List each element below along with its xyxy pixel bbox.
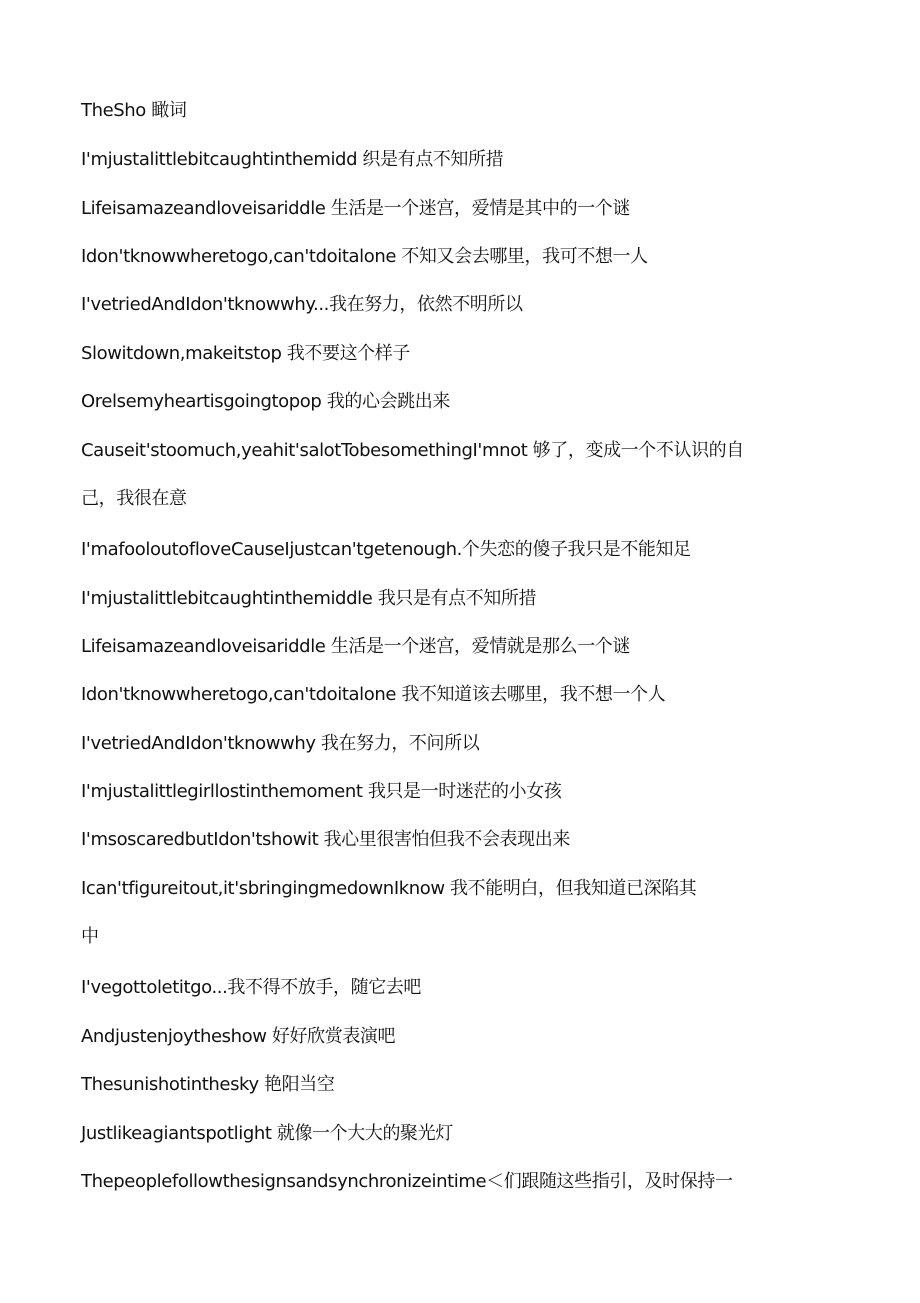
lyric-line: I'vetriedAndIdon'tknowwhy 我在努力，不问所以 — [81, 733, 480, 754]
lyric-line: I'mjustalittlegirllostinthemoment 我只是一时迷茫的小女孩 — [81, 781, 562, 802]
lyric-line: Ican'tfigureitout,it'sbringingmedownIknow 我不能明白，但我知道已深陷其 — [81, 878, 697, 899]
lyric-line: 中 — [81, 926, 99, 947]
lyric-line: Justlikeagiantspotlight 就像一个大大的聚光灯 — [81, 1123, 453, 1144]
lyric-line: Orelsemyheartisgoingtopop 我的心会跳出来 — [81, 391, 450, 412]
lyric-line: I'mjustalittlebitcaughtinthemiddle 我只是有点不知所措 — [81, 588, 537, 609]
lyric-line: Idon'tknowwheretogo,can'tdoitalone 不知又会去哪里，我可不想一人 — [81, 246, 648, 267]
lyric-line: I'vetriedAndIdon'tknowwhy...我在努力，依然不明所以 — [81, 294, 523, 315]
lyric-line: I'msoscaredbutIdon'tshowit 我心里很害怕但我不会表现出来 — [81, 829, 570, 850]
lyric-line: Andjustenjoytheshow 好好欣赏表演吧 — [81, 1026, 396, 1047]
lyric-line: Lifeisamazeandloveisariddle 生活是一个迷宫，爱情就是那么一个谜 — [81, 636, 630, 657]
lyric-line: I'vegottoletitgo...我不得不放手，随它去吧 — [81, 977, 422, 998]
lyric-line: TheSho 瞰词 — [81, 100, 187, 121]
lyric-line: Slowitdown,makeitstop 我不要这个样子 — [81, 343, 410, 364]
lyric-line: Idon'tknowwheretogo,can'tdoitalone 我不知道该去哪里，我不想一个人 — [81, 684, 666, 705]
lyric-line: I'mjustalittlebitcaughtinthemidd 织是有点不知所措 — [81, 149, 504, 170]
lyric-line: Thepeoplefollowthesignsandsynchronizeintime＜们跟随这些指引，及时保持一 — [81, 1171, 733, 1192]
lyric-line: I'mafooloutofloveCauseIjustcan'tgetenough.个失恋的傻子我只是不能知足 — [81, 539, 691, 560]
lyric-line: 己，我很在意 — [81, 488, 187, 509]
lyric-line: Thesunishotinthesky 艳阳当空 — [81, 1074, 335, 1095]
lyric-line: Causeit'stoomuch,yeahit'salotTobesomethingI'mnot 够了，变成一个不认识的自 — [81, 440, 744, 461]
lyric-line: Lifeisamazeandloveisariddle 生活是一个迷宫，爱情是其中的一个谜 — [81, 198, 630, 219]
